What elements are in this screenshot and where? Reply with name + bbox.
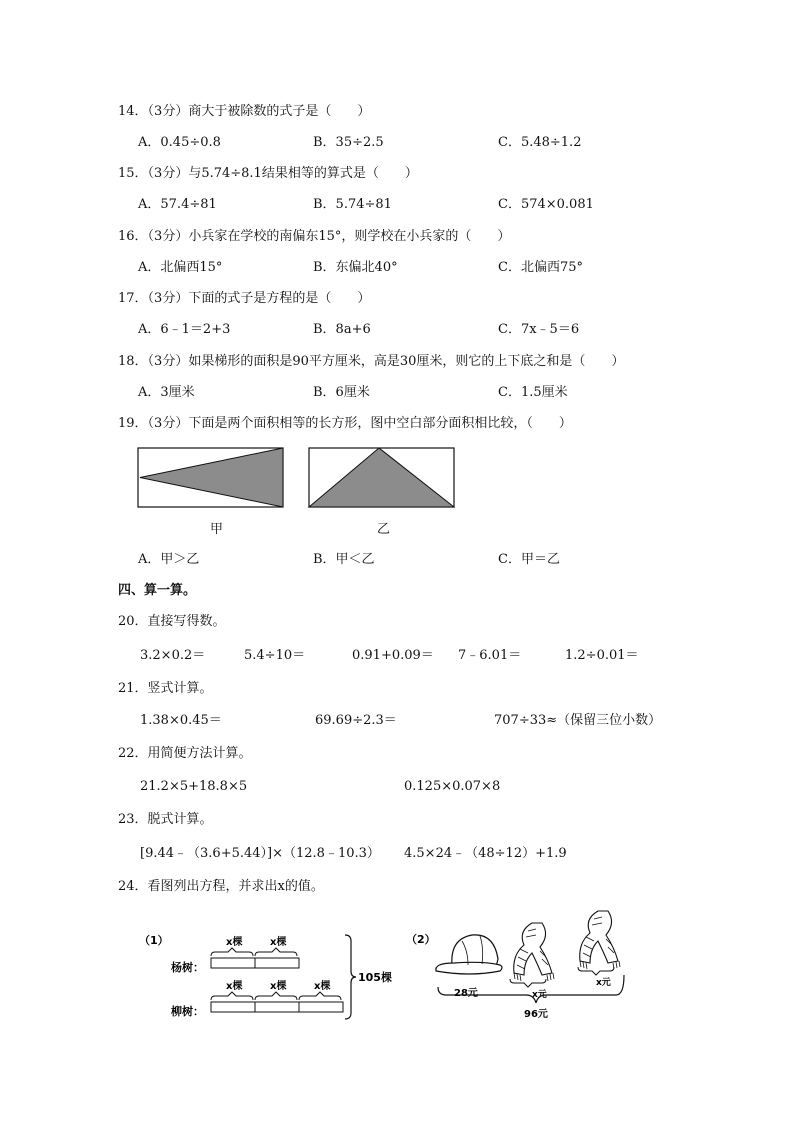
question-18-option-c: C．1.5厘米 [498, 385, 568, 400]
question-16-option-b: B．东偏北40° [313, 260, 398, 275]
fig1-row1-brace-2 [255, 948, 297, 956]
fig1-row2-seg-label-3: x棵 [314, 981, 331, 992]
question-19-option-c: C．甲＝乙 [498, 552, 560, 567]
question-18-stem: 18．（3分）如果梯形的面积是90平方厘米，高是30厘米，则它的上下底之和是（ ） [118, 354, 625, 369]
q23-item-1: [9.44﹣（3.6+5.44）]×（12.8﹣10.3） [140, 846, 380, 861]
question-16-stem: 16．（3分）小兵家在学校的南偏东15°，则学校在小兵家的（ ） [118, 229, 511, 244]
fig1-row2-brace-3 [299, 992, 341, 1000]
question-16-option-a: A．北偏西15° [138, 260, 223, 275]
question-19-option-a: A．甲＞乙 [138, 552, 200, 567]
question-17-option-a: A．6﹣1＝2+3 [138, 322, 231, 337]
fig2-brace-scarf-2 [578, 967, 614, 975]
q20-item-5: 1.2÷0.01＝ [565, 648, 639, 663]
fig2-total-label: 96元 [524, 1009, 548, 1020]
fig1-number: （1） [139, 934, 169, 947]
fig1-row1-seg-label-1: x棵 [226, 937, 243, 948]
q21-item-2: 69.69÷2.3＝ [315, 713, 397, 728]
question-16-option-c: C．北偏西75° [498, 260, 583, 275]
question-14-option-b: B．35÷2.5 [313, 135, 384, 150]
question-14-option-c: C．5.48÷1.2 [498, 135, 582, 150]
figure-label-yi: 乙 [377, 522, 391, 537]
q22-item-2: 0.125×0.07×8 [404, 779, 501, 794]
question-15-option-b: B．5.74÷81 [313, 197, 392, 212]
fig1-row1-brace-1 [211, 948, 253, 956]
rectangle-yi-figure [307, 446, 457, 510]
scarf-icon-1 [514, 923, 554, 981]
q22-item-1: 21.2×5+18.8×5 [140, 779, 248, 794]
fig1-row2-brace-1 [211, 992, 253, 1000]
q20-item-3: 0.91+0.09＝ [352, 648, 434, 663]
q24-figure-1 [135, 925, 392, 1025]
fig1-row2-bar [211, 1002, 343, 1012]
q21-item-1: 1.38×0.45＝ [140, 713, 222, 728]
question-19-option-b: B．甲＜乙 [313, 552, 375, 567]
fig2-cap-price: 28元 [454, 988, 478, 999]
question-23-stem: 23．脱式计算。 [118, 812, 213, 827]
fig1-row2-seg-label-2: x棵 [270, 981, 287, 992]
question-17-stem: 17．（3分）下面的式子是方程的是（ ） [118, 291, 371, 306]
q20-item-4: 7﹣6.01＝ [458, 648, 522, 663]
question-24-stem: 24．看图列出方程，并求出x的值。 [118, 879, 324, 894]
cap-icon [436, 935, 502, 974]
fig1-row1-seg-label-2: x棵 [270, 937, 287, 948]
question-18-option-b: B．6厘米 [313, 385, 370, 400]
question-14-option-a: A．0.45÷0.8 [138, 135, 221, 150]
q20-item-2: 5.4÷10＝ [244, 648, 306, 663]
scarf-icon-2 [580, 911, 620, 969]
fig1-row2-brace-2 [255, 992, 297, 1000]
section-4-title: 四、算一算。 [118, 583, 197, 598]
rectangle-jia-figure [136, 446, 286, 510]
q24-figure-2 [400, 905, 640, 1025]
fig2-number: （2） [406, 933, 436, 946]
question-17-option-b: B．8a+6 [313, 322, 371, 337]
fig1-row2-seg-label-1: x棵 [226, 981, 243, 992]
fig2-brace-scarf-1 [510, 979, 546, 987]
question-20-stem: 20．直接写得数。 [118, 614, 226, 629]
fig2-scarf-2-price: x元 [596, 978, 611, 988]
fig1-row2-label: 柳树： [171, 1005, 204, 1018]
question-17-option-c: C．7x﹣5＝6 [498, 322, 580, 337]
fig1-total-label: 105棵 [358, 971, 392, 984]
question-15-option-a: A．57.4÷81 [138, 197, 217, 212]
q20-item-1: 3.2×0.2＝ [140, 648, 206, 663]
question-18-option-a: A．3厘米 [138, 385, 195, 400]
q21-item-3: 707÷33≈（保留三位小数） [494, 713, 662, 728]
question-22-stem: 22．用简便方法计算。 [118, 746, 252, 761]
question-15-stem: 15．（3分）与5.74÷8.1结果相等的算式是（ ） [118, 166, 418, 181]
fig1-total-brace [345, 935, 356, 1019]
q23-item-2: 4.5×24﹣（48÷12）+1.9 [404, 846, 567, 861]
question-21-stem: 21．竖式计算。 [118, 681, 213, 696]
fig2-scarf-1-price: x元 [532, 990, 547, 1000]
fig1-row1-label: 杨树： [171, 961, 204, 974]
figure-label-jia: 甲 [210, 522, 224, 537]
question-15-option-c: C．574×0.081 [498, 197, 594, 212]
question-19-stem: 19．（3分）下面是两个面积相等的长方形，图中空白部分面积相比较，（ ） [118, 416, 572, 431]
question-14-stem: 14．（3分）商大于被除数的式子是（ ） [118, 104, 371, 119]
